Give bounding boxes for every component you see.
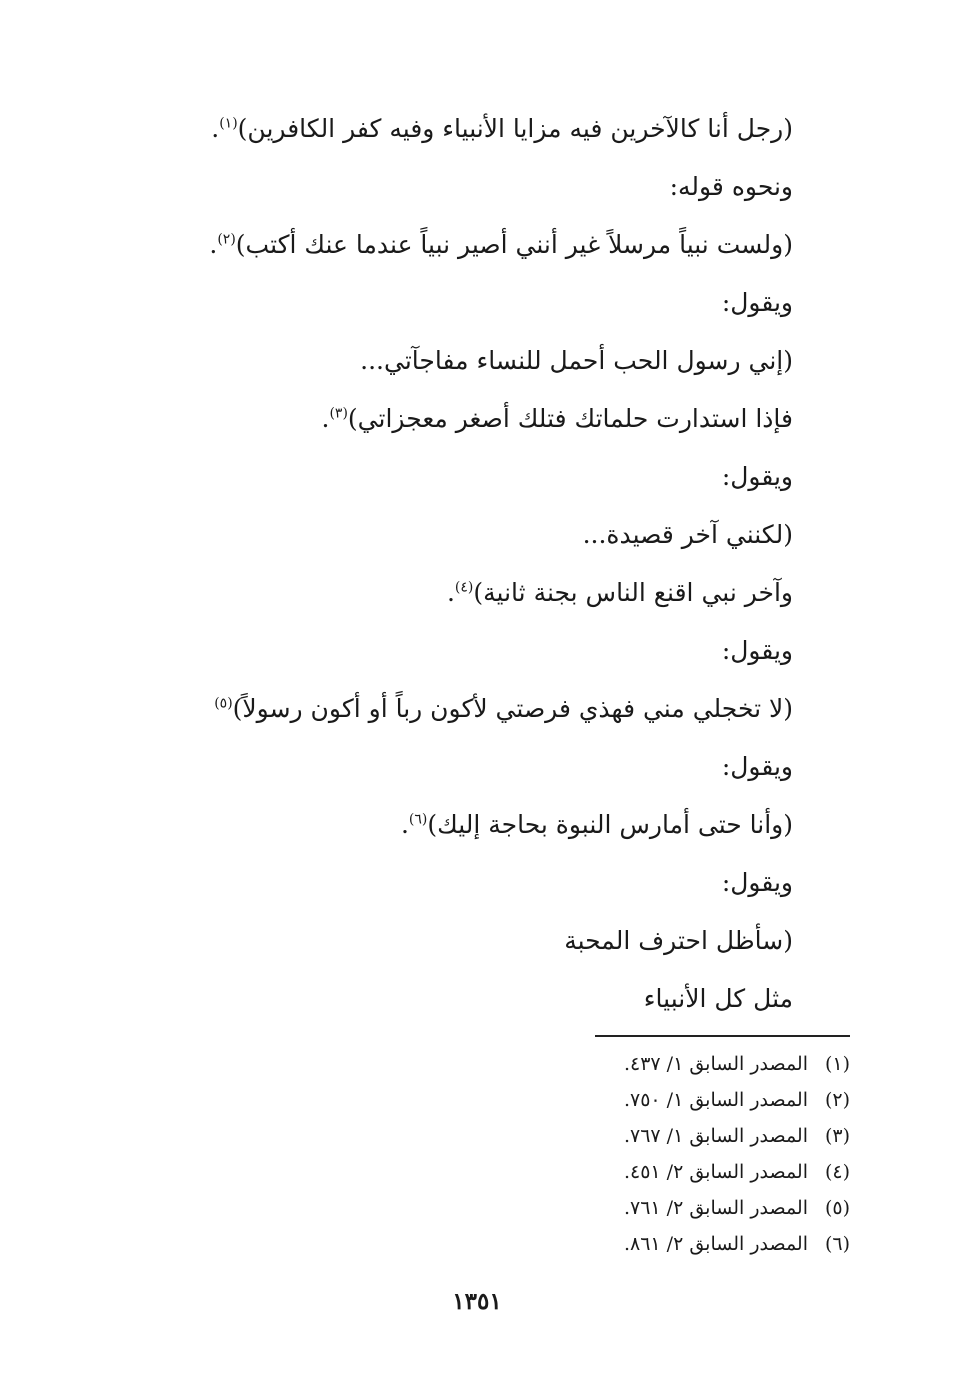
footnotes (500, 1046, 850, 1262)
footnote-item (500, 1082, 850, 1118)
line-text: فإذا استدارت حلماتك فتلك أصغر معجزاتي) (347, 404, 793, 433)
page-number: ١٣٥١ (452, 1288, 502, 1315)
line-text: (رجل أنا كالآخرين فيه مزايا الأنبياء وفيه كفر الكافرين) (237, 114, 793, 143)
line-text: (سأظل احترف المحبة (564, 926, 793, 955)
footnote-number: (٢) (824, 1089, 850, 1111)
footnote-number: (٦) (824, 1233, 850, 1255)
line-text: ويقول: (721, 462, 793, 491)
footnote-item (500, 1154, 850, 1190)
footnote-number: (١) (824, 1053, 850, 1075)
footnote-marker: (٢) (217, 231, 236, 248)
text-line (150, 738, 793, 796)
footnote-text: المصدر السابق ١/ ٧٦٧. (623, 1125, 808, 1147)
footnote-marker: (٤) (454, 579, 474, 596)
line-text: ويقول: (721, 636, 793, 665)
footnote-text: المصدر السابق ١/ ٧٥٠. (623, 1089, 808, 1111)
footnote-marker: (٦) (408, 811, 428, 828)
body-text (150, 100, 793, 1028)
text-line (150, 448, 793, 506)
footnote-marker: (٣) (329, 405, 348, 422)
line-text: ونحوه قوله: (669, 172, 793, 201)
footnote-item (500, 1226, 850, 1262)
footnote-item (500, 1046, 850, 1082)
line-text: (وأنا حتى أمارس النبوة بحاجة إليك) (427, 810, 793, 839)
text-line (150, 216, 793, 274)
text-line (150, 274, 793, 332)
footnote-text: المصدر السابق ٢/ ٨٦١. (623, 1233, 808, 1255)
text-line (150, 506, 793, 564)
footnote-marker: (٥) (214, 695, 233, 712)
text-line (150, 796, 793, 854)
text-line (150, 390, 793, 448)
footnote-divider (595, 1035, 850, 1037)
footnote-number: (٤) (824, 1161, 850, 1183)
text-line (150, 332, 793, 390)
footnote-marker: (١) (219, 115, 238, 132)
line-end: . (209, 230, 218, 259)
footnote-item (500, 1190, 850, 1226)
footnote-number: (٥) (824, 1197, 850, 1219)
line-end: . (321, 404, 330, 433)
text-line (150, 680, 793, 738)
line-text: ويقول: (721, 752, 793, 781)
text-line (150, 100, 793, 158)
text-line (150, 912, 793, 970)
line-end: . (400, 810, 409, 839)
line-text: (لكنني آخر قصيدة... (582, 520, 793, 549)
line-text: (لا تخجلي مني فهذي فرصتي لأكون رباً أو أكون رسولاً) (232, 694, 793, 723)
footnote-text: المصدر السابق ٢/ ٤٥١. (623, 1161, 808, 1183)
line-text: ويقول: (721, 288, 793, 317)
footnote-number: (٣) (824, 1125, 850, 1147)
footnote-text: المصدر السابق ١/ ٤٣٧. (623, 1053, 808, 1075)
footnote-text: المصدر السابق ٢/ ٧٦١. (623, 1197, 808, 1219)
footnote-item (500, 1118, 850, 1154)
text-line (150, 564, 793, 622)
line-text: ويقول: (721, 868, 793, 897)
text-line (150, 158, 793, 216)
line-end: . (211, 114, 220, 143)
text-line (150, 622, 793, 680)
text-line (150, 854, 793, 912)
line-text: مثل كل الأنبياء (643, 984, 793, 1013)
line-text: (ولست نبياً مرسلاً غير أنني أصير نبياً عندما عنك أكتب) (235, 230, 793, 259)
text-line (150, 970, 793, 1028)
line-text: (إني رسول الحب أحمل للنساء مفاجآتي... (360, 346, 793, 375)
line-end: . (446, 578, 455, 607)
line-text: وآخر نبي اقنع الناس بجنة ثانية) (473, 578, 793, 607)
